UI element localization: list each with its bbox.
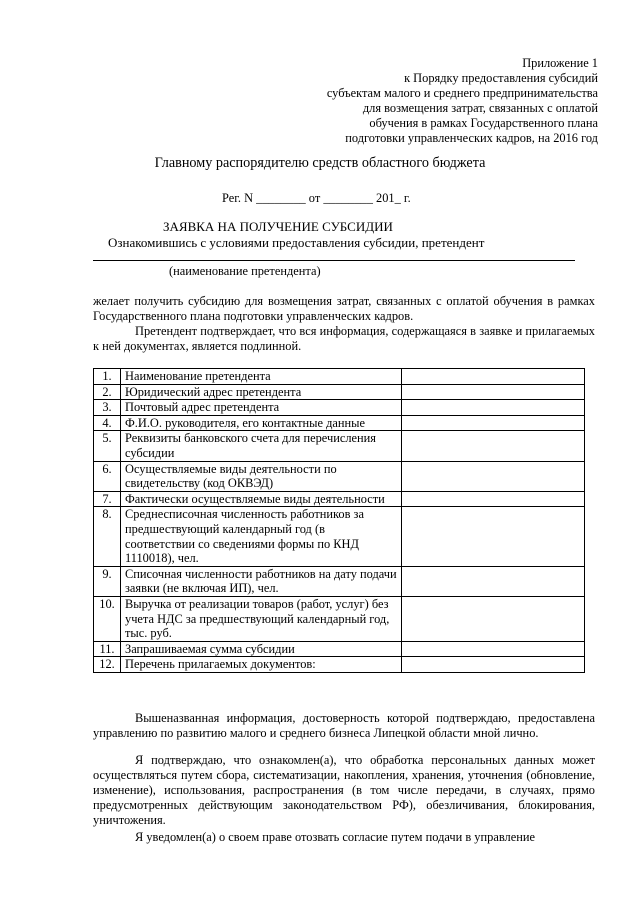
row-label: Реквизиты банковского счета для перечисления субсидии [121,431,402,461]
row-label: Наименование претендента [121,369,402,385]
row-label: Списочная численности работников на дату подачи заявки (не включая ИП), чел. [121,566,402,596]
table-row [94,461,585,491]
row-label: Ф.И.О. руководителя, его контактные данные [121,415,402,431]
row-number: 4. [94,415,121,431]
row-label: Фактически осуществляемые виды деятельности [121,491,402,507]
recipient-heading: Главному распорядителю средств областного бюджета [154,155,486,171]
appendix-line: обучения в рамках Государственного плана [369,116,598,130]
paragraph-personal-data: Я подтверждаю, что ознакомлен(а), что обработка персональных данных может осуществляться путем сбора, систематизации, накопления, хранения, уточнения (обновление, изменение), использования, распространения (в том числе передачи, в случаях, прямо предусмотренных действующим законодательством РФ), обезличивания, блокирования, уничтожения. [93,753,595,827]
table-row [94,657,585,673]
row-number: 12. [94,657,121,673]
row-number: 9. [94,566,121,596]
row-number: 1. [94,369,121,385]
table-row [94,507,585,566]
row-label: Запрашиваемая сумма субсидии [121,641,402,657]
paragraph-purpose: желает получить субсидию для возмещения затрат, связанных с оплатой обучения в рамках Государственного плана подготовки управленческих кадров. [93,294,595,323]
row-label: Среднесписочная численность работников за предшествующий календарный год (в соответствии со сведениями формы по КНД 1110018), чел. [121,507,402,566]
row-value-cell[interactable] [402,415,585,431]
table-row [94,566,585,596]
table-row [94,431,585,461]
paragraph-withdrawal: Я уведомлен(а) о своем праве отозвать согласие путем подачи в управление [135,830,535,844]
row-value-cell[interactable] [402,641,585,657]
row-value-cell[interactable] [402,596,585,641]
row-label: Почтовый адрес претендента [121,400,402,416]
application-title: ЗАЯВКА НА ПОЛУЧЕНИЕ СУБСИДИИ [163,219,393,234]
row-value-cell[interactable] [402,507,585,566]
table-row [94,641,585,657]
table-row [94,400,585,416]
intro-text: Ознакомившись с условиями предоставления субсидии, претендент [108,235,485,250]
row-value-cell[interactable] [402,491,585,507]
row-number: 7. [94,491,121,507]
applicant-name-line [93,260,575,261]
row-number: 2. [94,384,121,400]
appendix-line: Приложение 1 [522,56,598,70]
row-label: Выручка от реализации товаров (работ, услуг) без учета НДС за предшествующий календарный год, тыс. руб. [121,596,402,641]
row-value-cell[interactable] [402,431,585,461]
row-number: 3. [94,400,121,416]
appendix-line: для возмещения затрат, связанных с оплатой [362,101,598,115]
appendix-line: к Порядку предоставления субсидий [404,71,598,85]
appendix-line: подготовки управленческих кадров, на 2016 год [345,131,598,145]
row-number: 8. [94,507,121,566]
applicant-caption: (наименование претендента) [169,264,321,278]
table-row [94,596,585,641]
appendix-header [327,56,598,146]
row-label: Юридический адрес претендента [121,384,402,400]
row-value-cell[interactable] [402,566,585,596]
row-label: Осуществляемые виды деятельности по свидетельству (код ОКВЭД) [121,461,402,491]
application-table [93,368,585,673]
table-row [94,369,585,385]
table-row [94,384,585,400]
row-number: 5. [94,431,121,461]
row-number: 6. [94,461,121,491]
row-value-cell[interactable] [402,400,585,416]
row-number: 11. [94,641,121,657]
row-label: Перечень прилагаемых документов: [121,657,402,673]
registration-line: Рег. N ________ от ________ 201_ г. [222,191,411,205]
table-row [94,415,585,431]
row-value-cell[interactable] [402,657,585,673]
paragraph-confirmation: Претендент подтверждает, что вся информация, содержащаяся в заявке и прилагаемых к ней документах, является подлинной. [93,324,595,353]
paragraph-info-confirmation: Вышеназванная информация, достоверность которой подтверждаю, предоставлена управлению по развитию малого и среднего бизнеса Липецкой области мной лично. [93,711,595,740]
row-value-cell[interactable] [402,369,585,385]
appendix-line: субъектам малого и среднего предпринимательства [326,86,598,100]
row-value-cell[interactable] [402,384,585,400]
row-number: 10. [94,596,121,641]
table-row [94,491,585,507]
row-value-cell[interactable] [402,461,585,491]
